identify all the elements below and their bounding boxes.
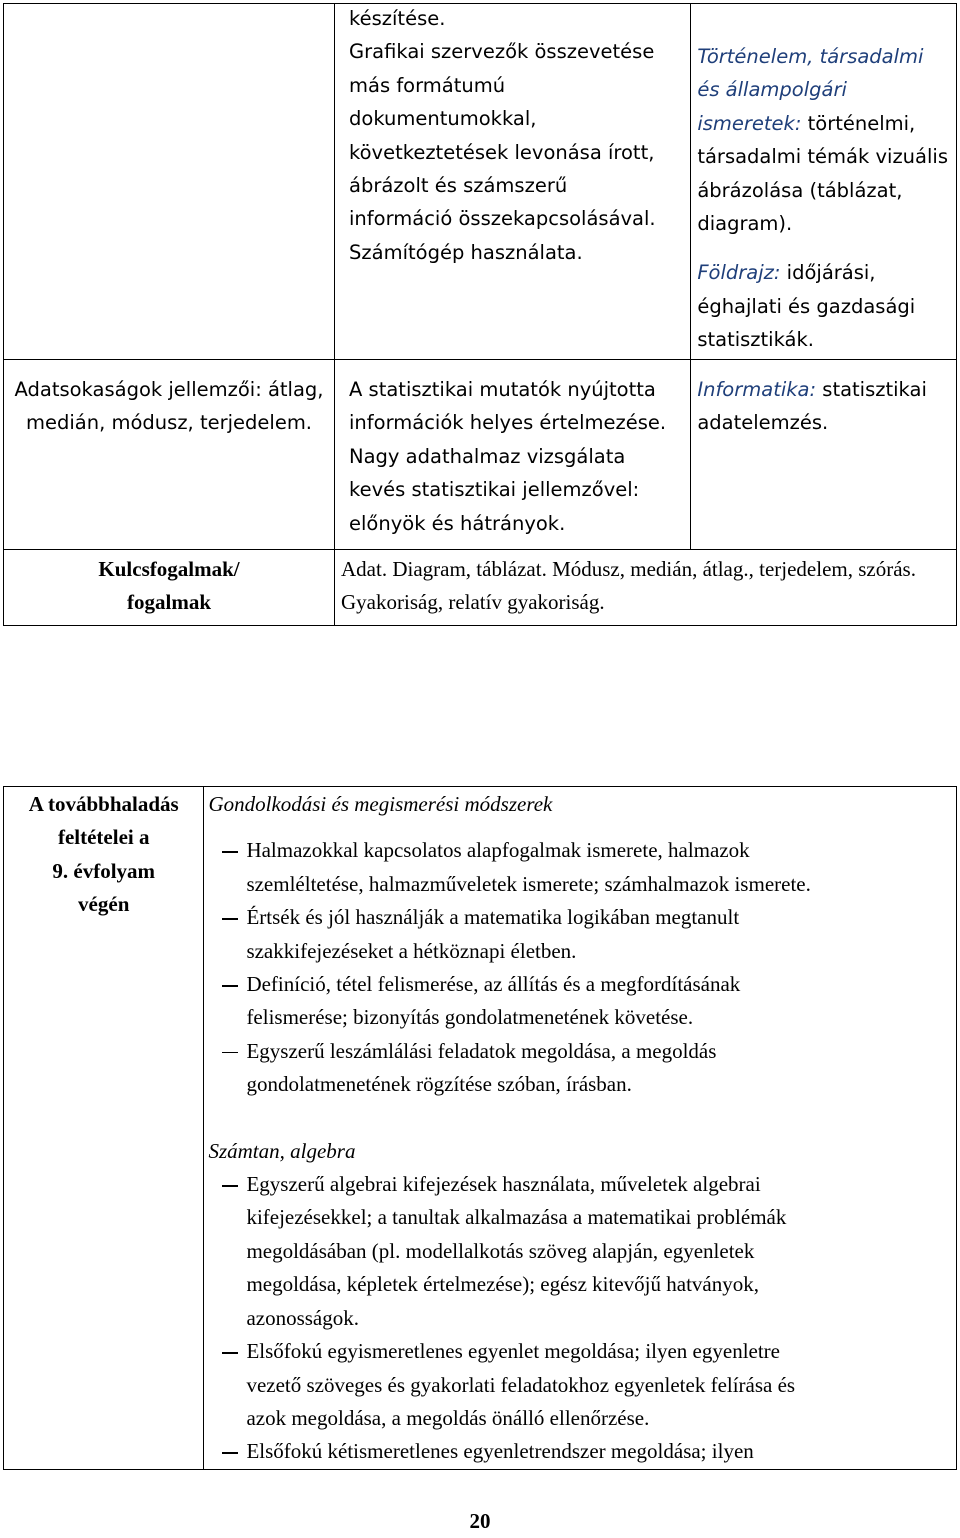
list-item: Elsőfokú kétismeretlenes egyenletrendszer megoldása; ilyen: [208, 1435, 956, 1468]
row1-middle-cell: [335, 4, 691, 360]
list-item: Egyszerű algebrai kifejezések használata, műveletek algebrai kifejezésekkel; a tanultak alkalmazása a matematikai problémák megoldásában (pl. modellalkotás szöveg alapján, egyenletek megoldása, képletek értelmezése); egész kitevőjű hatványok, azonosságok.: [208, 1168, 956, 1335]
content-table: [3, 3, 957, 626]
requirements-table: [3, 786, 957, 1470]
row2-middle-cell: [335, 360, 691, 550]
row2-right-cell: [691, 360, 957, 550]
page-number: 20: [469, 1509, 491, 1533]
geography-text: időjárási, éghajlati és gazdasági statisztikák.: [697, 261, 916, 352]
list-item: Elsőfokú egyismeretlenes egyenlet megoldása; ilyen egyenletre vezető szöveges és gyakorlati feladatokhoz egyenletek felírása és azok megoldása, a megoldás önálló ellenőrzése.: [208, 1335, 956, 1435]
left-line: medián, módusz, terjedelem.: [26, 411, 313, 435]
informatics-label: Informatika:: [697, 378, 817, 401]
left-line: Adatsokaságok jellemzői: átlag,: [14, 378, 324, 401]
middle-line: információ összekapcsolásával.: [349, 207, 656, 231]
requirements-content-cell: [204, 787, 957, 1470]
row2-left-cell: [4, 360, 335, 550]
keywords-label-cell: [4, 550, 335, 626]
algebra-heading: Számtan, algebra: [208, 1138, 356, 1163]
middle-line: kevés statisztikai jellemzővel:: [349, 478, 640, 502]
middle-line: ábrázolt és számszerű: [349, 174, 568, 198]
list-item: Egyszerű leszámlálási feladatok megoldása, a megoldás gondolatmenetének rögzítése szóban, írásban.: [208, 1035, 956, 1102]
algebra-list: [208, 1168, 956, 1469]
middle-line: előnyök és hátrányok.: [349, 511, 566, 535]
list-item: Definíció, tétel felismerése, az állítás és a megfordításának felismerése; bizonyítás gondolatmenetének követése.: [208, 968, 956, 1035]
geography-label: Földrajz:: [697, 261, 781, 285]
list-item: Értsék és jól használják a matematika logikában megtanult szakkifejezéseket a hétköznapi életben.: [208, 901, 956, 968]
keywords-text-cell: [335, 550, 957, 626]
keywords-line: Adat. Diagram, táblázat. Módusz, medián, átlag., terjedelem, szórás.: [341, 557, 916, 581]
table-row: [4, 787, 957, 1470]
keywords-label-line: fogalmak: [127, 590, 211, 615]
middle-line: más formátumú: [349, 73, 506, 97]
middle-line: készítése.: [349, 7, 446, 30]
middle-line: információk helyes értelmezése.: [349, 411, 667, 435]
middle-line: következtetések levonása írott,: [349, 140, 655, 164]
methods-list: [208, 834, 956, 1101]
requirements-label-line: végén: [78, 892, 130, 917]
middle-line: Számítógép használata.: [349, 240, 583, 264]
history-text: történelmi, társadalmi témák vizuális ábrázolása (táblázat, diagram).: [697, 111, 948, 236]
informatics-text: statisztikai adatelemzés.: [697, 378, 927, 435]
requirements-label-line: feltételei a: [57, 825, 150, 850]
table-row: [4, 4, 957, 360]
geography-paragraph: [697, 256, 950, 356]
keywords-line: Gyakoriság, relatív gyakoriság.: [341, 590, 605, 615]
history-label: Történelem, társadalmi és állampolgári ismeretek:: [697, 45, 924, 135]
table-row: [4, 550, 957, 626]
middle-line: Nagy adathalmaz vizsgálata: [349, 444, 626, 468]
history-paragraph: [697, 40, 950, 240]
keywords-label-line: Kulcsfogalmak/: [98, 557, 240, 581]
methods-heading: Gondolkodási és megismerési módszerek: [208, 792, 553, 816]
list-item: Halmazokkal kapcsolatos alapfogalmak ismerete, halmazok szemléltetése, halmazműveletek ismerete; számhalmazok ismerete.: [208, 834, 956, 901]
requirements-label-line: 9. évfolyam: [52, 858, 156, 883]
row1-right-cell: [691, 4, 957, 360]
middle-line: A statisztikai mutatók nyújtotta: [349, 378, 656, 401]
row1-left-cell: [4, 4, 335, 360]
requirements-label-line: A továbbhaladás: [28, 792, 179, 816]
requirements-label-cell: [4, 787, 204, 1470]
middle-line: Grafikai szervezők összevetése: [349, 40, 655, 64]
middle-line: dokumentumokkal,: [349, 107, 537, 131]
table-row: [4, 360, 957, 550]
